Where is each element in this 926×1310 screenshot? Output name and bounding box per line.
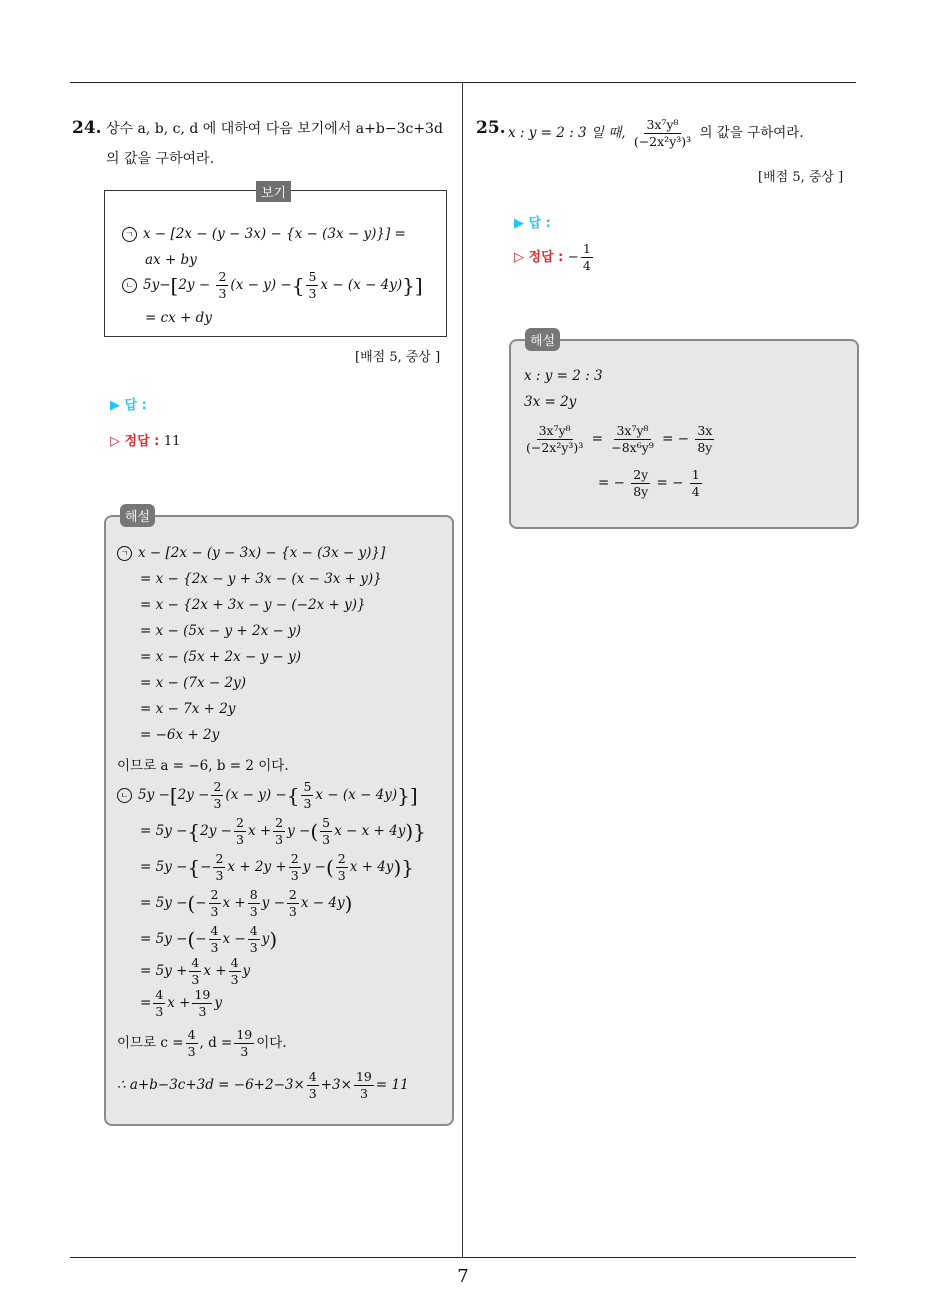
fraction: $\frac{5}{3}$ xyxy=(308,269,317,301)
bogi-item-1-rhs: ax + by xyxy=(145,252,197,268)
solution-24-line: ㄴ 5y −[2y − $\frac{2}{3}$ (x − y) −{ $\frac{5}{3}$ x − (x − 4y)}] xyxy=(117,780,418,811)
question-25-correct xyxy=(514,242,595,273)
question-24-number: 24. xyxy=(72,118,102,138)
solution-25-line: $\frac{\text{3x⁷y⁸}}{\text{(−2x²y³)³}}$ = $\frac{\text{3x⁷y⁸}}{\text{−8x⁶y⁹}}$ = − $\frac{3x}{8y}$ xyxy=(526,423,713,455)
fraction: $\frac{2}{3}$ xyxy=(218,269,227,301)
solution-25-line: = − $\frac{2y}{8y}$ = − $\frac{1}{4}$ xyxy=(598,467,700,499)
question-24-answer-label: ▶ 답 : xyxy=(110,398,147,413)
circle-marker-icon: ㄱ xyxy=(117,546,132,561)
correct-value: − $\frac{1}{4}$ xyxy=(567,241,591,273)
solution-24-line: = 5y −(− $\frac{2}{3}$ x + $\frac{8}{3}$ y − $\frac{2}{3}$ x − 4y) xyxy=(140,887,353,919)
question-24-solution-label: 해설 xyxy=(120,504,155,527)
bogi-item-2-a: 5y− xyxy=(143,276,171,293)
question-25-score: [배점 5, 중상 ] xyxy=(758,170,844,185)
solution-25-line: x : y = 2 : 3 xyxy=(524,368,603,384)
correct-label: ▷ 정답 : xyxy=(514,249,564,265)
solution-24-line: = x − (7x − 2y) xyxy=(140,675,246,691)
solution-24-line: = −6x + 2y xyxy=(140,727,220,743)
solution-24-line: = x − {2x − y + 3x − (x − 3x + y)} xyxy=(140,571,382,587)
solution-24-line: = 5y −{− $\frac{2}{3}$ x + 2y + $\frac{2}{3}$ y −( $\frac{2}{3}$ x + 4y)} xyxy=(140,851,414,883)
solution-24-line: ∴ a+b−3c+3d = −6+2−3× $\frac{4}{3}$ +3× $\frac{19}{3}$ = 11 xyxy=(117,1069,409,1101)
question-24-text xyxy=(106,114,456,174)
bogi-item-1-line2 xyxy=(145,252,197,268)
solution-24-line: = x − {2x + 3x − y − (−2x + y)} xyxy=(140,597,366,613)
question-25-text xyxy=(508,118,804,149)
fraction: $\frac{\text{3x⁷y⁸}}{\text{(−2x²y³)³}}$ xyxy=(633,117,692,149)
bogi-item-2-rhs: = cx + dy xyxy=(145,310,212,326)
question-24-score: [배점 5, 중상 ] xyxy=(355,350,441,365)
circle-marker-icon: ㄱ xyxy=(122,227,137,242)
bogi-item-2-c: (x − y) − xyxy=(230,276,292,293)
question-25-ask: 의 값을 구하여라. xyxy=(699,124,804,141)
question-25-number: 25. xyxy=(476,118,506,138)
bogi-item-2-b: 2y − xyxy=(178,276,211,293)
circle-marker-icon: ㄴ xyxy=(117,788,132,803)
solution-24-line: = 5y + $\frac{4}{3}$ x + $\frac{4}{3}$ y xyxy=(140,955,251,987)
question-25-answer-label: ▶ 답 : xyxy=(514,216,551,231)
bogi-item-2-d: x − (x − 4y) xyxy=(320,276,403,293)
bogi-label: 보기 xyxy=(256,181,291,202)
solution-24-line: = 5y −(− $\frac{4}{3}$ x − $\frac{4}{3}$ y) xyxy=(140,923,278,955)
bogi-item-1-expr: x − [2x − (y − 3x) − {x − (3x − y)}] = xyxy=(143,226,406,242)
question-24-line1: 상수 a, b, c, d 에 대하여 다음 보기에서 a+b−3c+3d xyxy=(106,121,443,137)
correct-value: 11 xyxy=(163,434,181,449)
bogi-item-1 xyxy=(122,226,406,242)
solution-24-line: = x − 7x + 2y xyxy=(140,701,236,717)
bottom-rule xyxy=(70,1257,856,1258)
solution-24-line: = x − (5x − y + 2x − y) xyxy=(140,623,301,639)
solution-25-line: 3x = 2y xyxy=(524,394,577,410)
solution-24-line: 이므로 a = −6, b = 2 이다. xyxy=(117,758,289,774)
question-25-solution-label: 해설 xyxy=(525,328,560,351)
solution-24-line: = $\frac{4}{3}$ x + $\frac{19}{3}$ y xyxy=(140,987,223,1019)
bogi-item-2-line2 xyxy=(145,310,212,326)
top-rule xyxy=(70,82,856,83)
solution-24-line: 이므로 c = $\frac{4}{3}$ , d = $\frac{19}{3}$ 이다. xyxy=(117,1027,287,1059)
solution-24-line: = 5y −{2y − $\frac{2}{3}$ x + $\frac{2}{3}$ y −( $\frac{5}{3}$ x − x + 4y)} xyxy=(140,815,426,847)
solution-24-line: = x − (5x + 2x − y − y) xyxy=(140,649,301,665)
question-24-correct xyxy=(110,430,180,449)
question-25-condition: x : y = 2 : 3 일 때, xyxy=(508,124,626,141)
question-24-line2: 의 값을 구하여라. xyxy=(106,151,215,167)
solution-24-line: ㄱ x − [2x − (y − 3x) − {x − (3x − y)}] xyxy=(117,545,385,561)
bogi-item-2: ㄴ 5y−[2y − $\frac{2}{3}$ (x − y) −{ $\frac{5}{3}$ x − (x − 4y)}] xyxy=(122,270,423,301)
correct-label: ▷ 정답 : xyxy=(110,434,160,449)
page-number: 7 xyxy=(457,1266,469,1287)
column-divider xyxy=(462,83,463,1258)
circle-marker-icon: ㄴ xyxy=(122,278,137,293)
